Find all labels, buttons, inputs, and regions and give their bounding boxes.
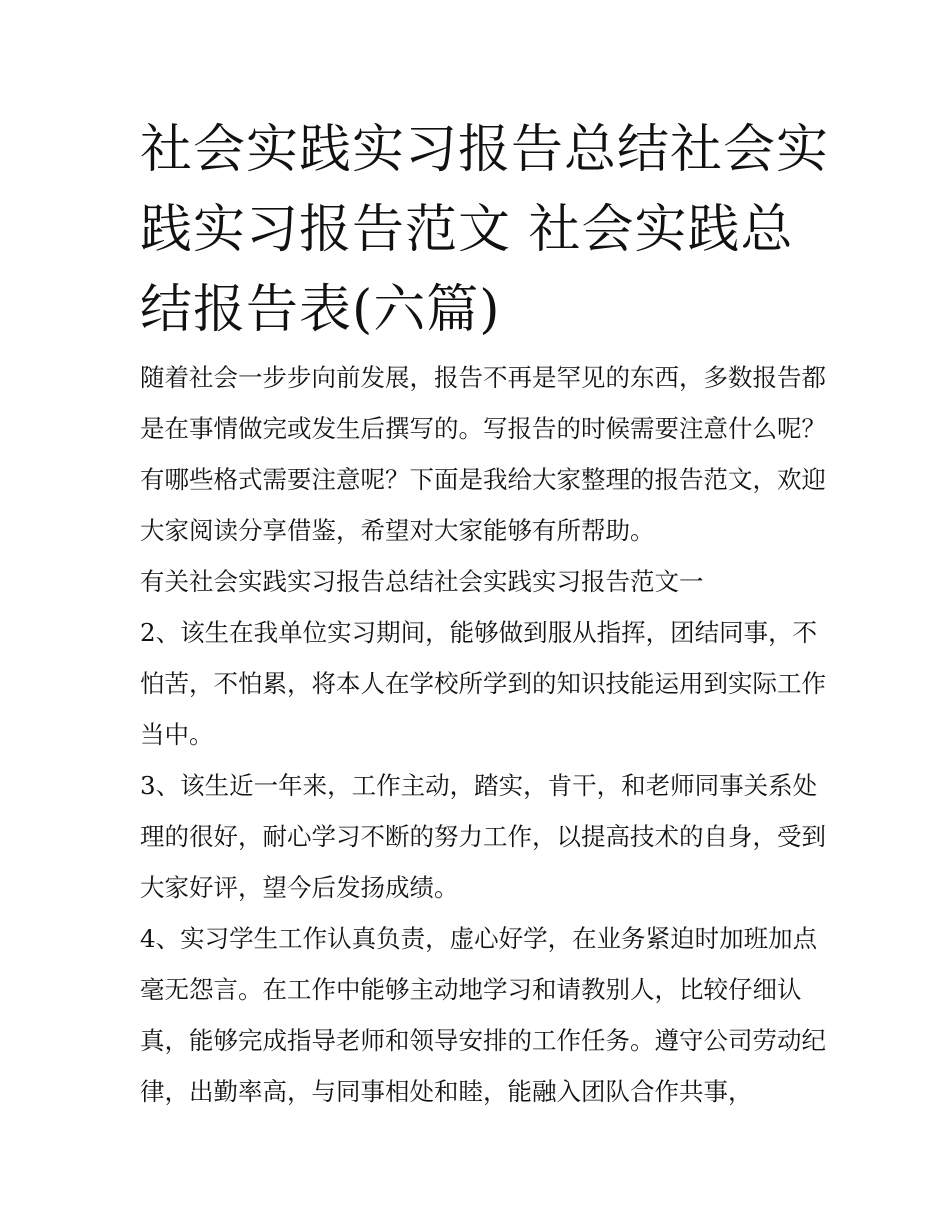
body-paragraph-3: 3、该生近一年来，工作主动，踏实，肯干，和老师同事关系处理的很好，耐心学习不断的努力工作，以提高技术的自身，受到大家好评，望今后发扬成绩。: [140, 771, 826, 902]
intro-paragraph: 随着社会一步步向前发展，报告不再是罕见的东西，多数报告都是在事情做完或发生后撰写的。写报告的时候需要注意什么呢？有哪些格式需要注意呢？下面是我给大家整理的报告范文，欢迎大家阅读分享借鉴，希望对大家能够有所帮助。: [140, 363, 826, 545]
section-heading: 有关社会实践实习报告总结社会实践实习报告范文一: [140, 567, 704, 596]
document-title: 社会实践实习报告总结社会实践实习报告范文 社会实践总结报告表(六篇): [140, 120, 830, 340]
document-body: [140, 352, 830, 1117]
body-paragraph-2: 2、该生在我单位实习期间，能够做到服从指挥，团结同事，不怕苦，不怕累，将本人在学校所学到的知识技能运用到实际工作当中。: [140, 618, 826, 749]
body-paragraph-4: 4、实习学生工作认真负责，虚心好学，在业务紧迫时加班加点毫无怨言。在工作中能够主动地学习和请教别人，比较仔细认真，能够完成指导老师和领导安排的工作任务。遵守公司劳动纪律，出勤率高，与同事相处和睦，能融入团队合作共事，: [140, 924, 826, 1106]
